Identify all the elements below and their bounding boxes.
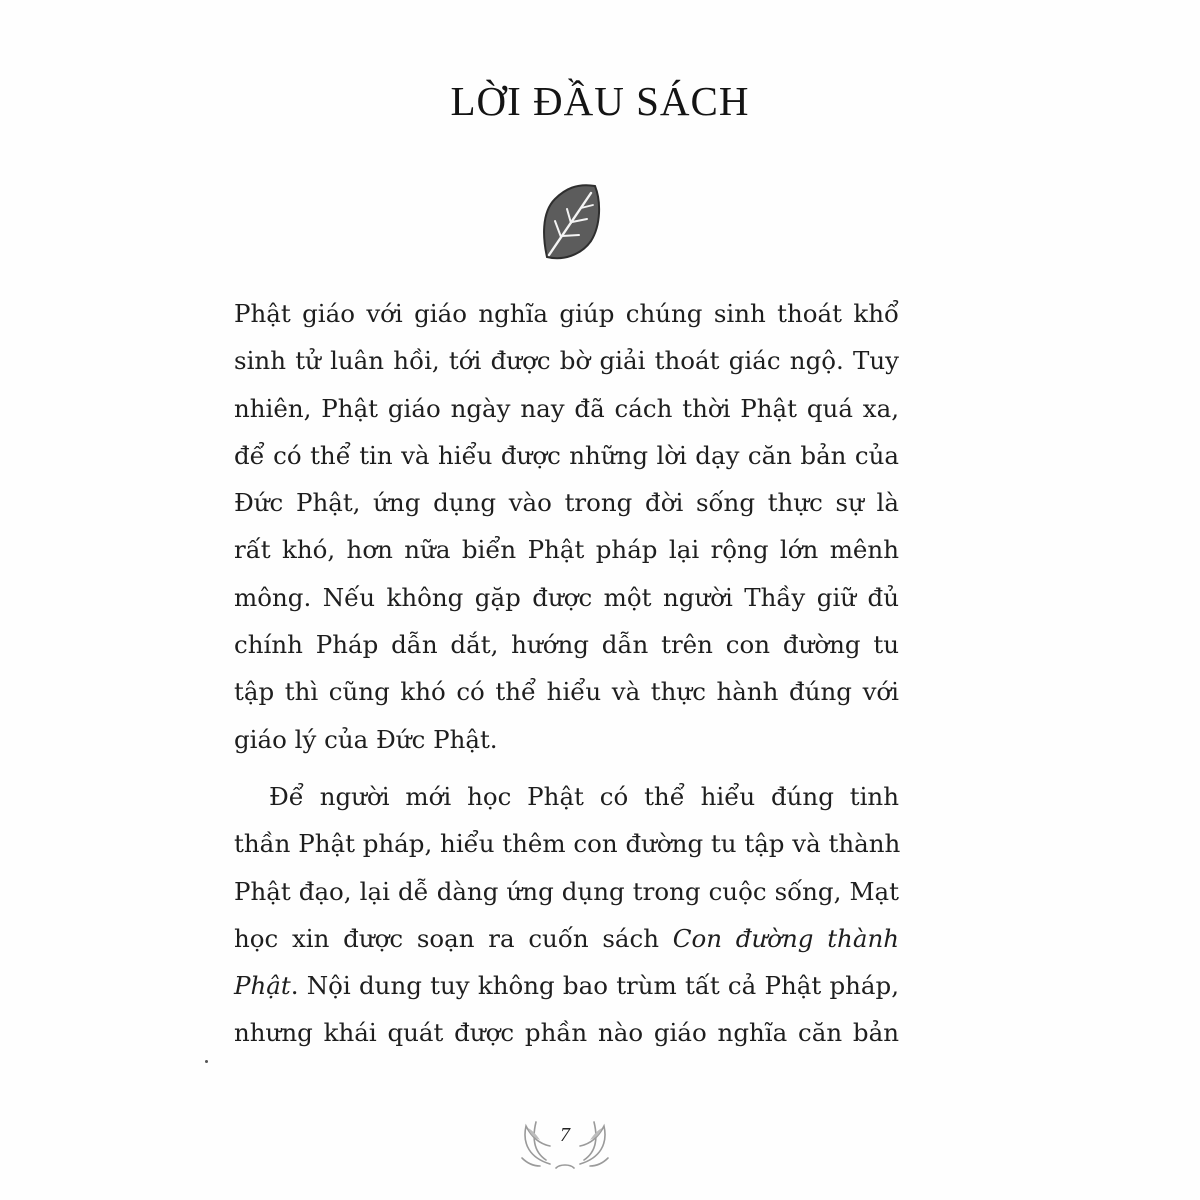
page-number: 7 (560, 1124, 570, 1146)
text-line: rất khó, hơn nữa biển Phật pháp lại rộng lớn mênh (234, 535, 899, 565)
leaf-icon (535, 183, 605, 263)
page-footer (510, 1108, 620, 1170)
body-text (234, 290, 899, 1057)
text-line: Đức Phật, ứng dụng vào trong đời sống thực sự là (234, 488, 899, 518)
page-title: LỜI ĐẦU SÁCH (450, 78, 750, 124)
paragraph-gap (234, 763, 899, 773)
text-line: tập thì cũng khó có thể hiểu và thực hành đúng với (234, 677, 899, 707)
text-line: thần Phật pháp, hiểu thêm con đường tu tập và thành (234, 829, 901, 859)
book-title: Phật (234, 971, 291, 1001)
text-segment: học xin được soạn ra cuốn sách (234, 923, 673, 953)
text-line: nhưng khái quát được phần nào giáo nghĩa căn bản (234, 1018, 899, 1048)
text-line: để có thể tin và hiểu được những lời dạy căn bản của (234, 440, 899, 470)
text-line: nhiên, Phật giáo ngày nay đã cách thời Phật quá xa, (234, 393, 899, 423)
text-line: sinh tử luân hồi, tới được bờ giải thoát giác ngộ. Tuy (234, 346, 899, 376)
text-line (234, 962, 899, 1009)
text-line: mông. Nếu không gặp được một người Thầy giữ đủ (234, 582, 899, 612)
text-line: Phật đạo, lại dễ dàng ứng dụng trong cuộc sống, Mạt (234, 876, 899, 906)
speck-mark (205, 1060, 208, 1063)
text-line: chính Pháp dẫn dắt, hướng dẫn trên con đường tu (234, 630, 899, 660)
text-segment: . Nội dung tuy không bao trùm tất cả Phật pháp, (290, 971, 899, 1001)
text-line (234, 915, 899, 962)
text-line: giáo lý của Đức Phật. (234, 724, 498, 754)
text-line: Phật giáo với giáo nghĩa giúp chúng sinh thoát khổ (234, 299, 899, 328)
text-line: Để người mới học Phật có thể hiểu đúng tinh (269, 781, 899, 811)
book-title: Con đường thành (672, 923, 899, 953)
